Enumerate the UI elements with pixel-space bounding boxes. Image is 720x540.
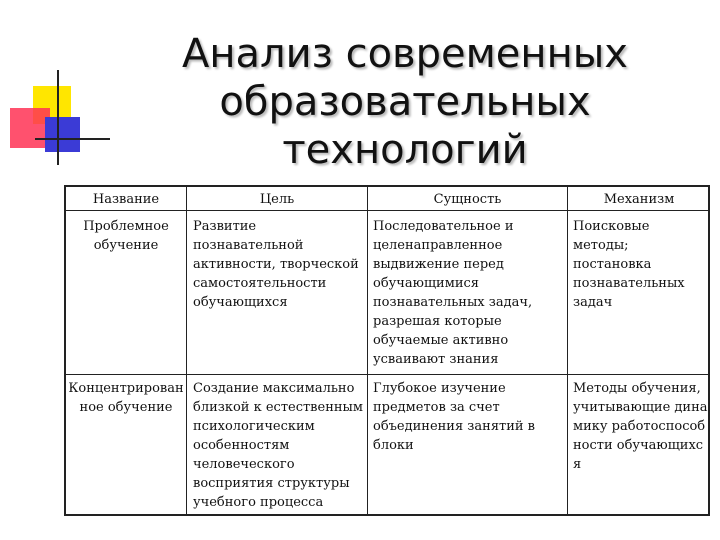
row1-name: Проблемное обучение (83, 219, 169, 253)
row1-essence: Последовательное и целенаправленное выдвижение перед обучающимися познавательных задач, разрешая которые обучаемые активно усваивают знания (373, 219, 533, 367)
column-divider (367, 187, 368, 514)
header-mechanism: Механизм (603, 192, 675, 207)
header-essence: Сущность (433, 192, 502, 207)
row-divider (66, 210, 708, 211)
slide-title: Анализ современных образовательных технологий (182, 31, 628, 173)
row2-essence: Глубокое изучение предметов за счет объединения занятий в блоки (373, 381, 535, 453)
column-divider (186, 187, 187, 514)
row1-mechanism: Поисковые методы; постановка познавательных задач (573, 219, 685, 310)
row2-name: Концентрированное обучение (68, 381, 184, 415)
row1-goal: Развитие познавательной активности, творческой самостоятельности обучающихся (193, 219, 359, 310)
column-divider (567, 187, 568, 514)
header-name: Название (92, 192, 160, 207)
logo-blue-square (45, 117, 80, 152)
row-divider (66, 374, 708, 375)
logo-vertical-line (57, 70, 59, 165)
decorative-logo (0, 0, 110, 170)
technologies-table (64, 185, 710, 516)
row2-mechanism: Методы обучения, учитывающие динамику работоспособности обучающихся (573, 381, 708, 472)
header-goal: Цель (259, 192, 295, 207)
row2-goal: Создание максимально близкой к естественным психологическим особенностям человеческого восприятия структуры учебного процесса (193, 381, 363, 510)
logo-red-square (10, 108, 50, 148)
logo-horizontal-line (35, 138, 110, 140)
